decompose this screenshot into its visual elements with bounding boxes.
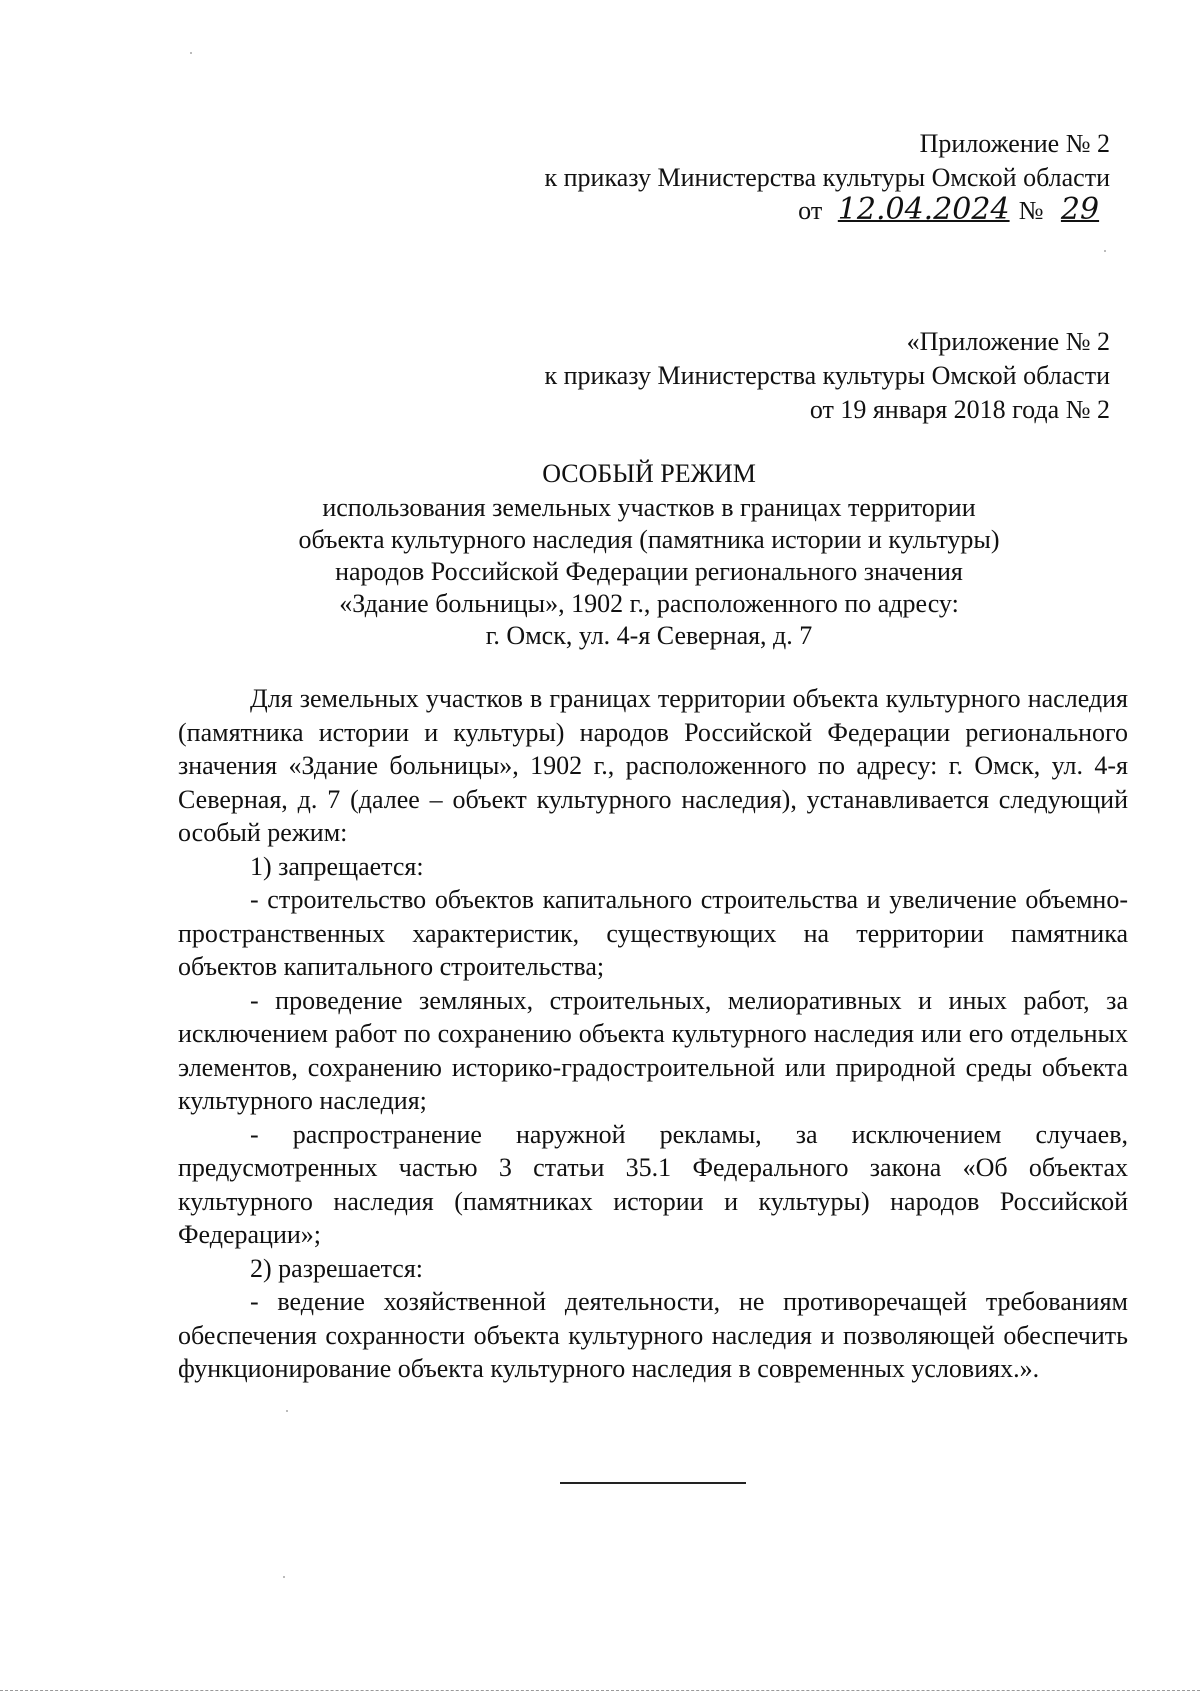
scan-speck xyxy=(1104,250,1106,252)
scan-edge-line xyxy=(0,1690,1200,1691)
title-line: народов Российской Федерации регионального значения xyxy=(335,557,963,586)
intro-paragraph: Для земельных участков в границах территории объекта культурного наследия (памятника истории и культуры) народов Российской Федерации регионального значения «Здание больницы», 1902 г., расположенного по адресу: г. Омск, ул. 4-я Северная, д. 7 (далее – объект культурного наследия), устанавливается следующий особый режим: xyxy=(178,684,1128,847)
item-1-c: - распространение наружной рекламы, за исключением случаев, предусмотренных частью 3 статьи 35.1 Федерального закона «Об объектах культурного наследия (памятниках истории и культуры) народов Российской Федерации»; xyxy=(178,1119,1128,1249)
handwritten-date: 12.04.2024 xyxy=(837,192,1010,227)
separator-line xyxy=(560,1482,746,1484)
item-1-b: - проведение земляных, строительных, мелиоративных и иных работ, за исключением работ по сохранению объекта культурного наследия или его отдельных элементов, сохранению историко-градостроительной или природной среды объекта культурного наследия; xyxy=(178,985,1128,1115)
appendix-title: Приложение № 2 xyxy=(919,129,1110,158)
appendix-date-line xyxy=(798,194,1110,227)
scan-speck xyxy=(286,1410,288,1412)
handwritten-number: 29 xyxy=(1060,192,1100,227)
date-prefix: от xyxy=(798,196,823,225)
appendix-order-ref: к приказу Министерства культуры Омской области xyxy=(544,163,1110,192)
document-body xyxy=(178,682,1128,1386)
title-line: г. Омск, ул. 4-я Северная, д. 7 xyxy=(485,621,813,650)
item-2-a: - ведение хозяйственной деятельности, не противоречащей требованиям обеспечения сохранности объекта культурного наследия и позволяющей обеспечить функционирование объекта культурного наследия в современных условиях.». xyxy=(178,1287,1128,1383)
quoted-order-ref: к приказу Министерства культуры Омской области xyxy=(544,361,1110,390)
scan-speck xyxy=(283,1576,285,1578)
title-line: «Здание больницы», 1902 г., расположенного по адресу: xyxy=(339,589,959,618)
quoted-appendix-title: «Приложение № 2 xyxy=(906,327,1110,356)
title-line: объекта культурного наследия (памятника истории и культуры) xyxy=(298,525,1000,554)
item-1-label: 1) запрещается: xyxy=(250,851,424,881)
document-heading: ОСОБЫЙ РЕЖИМ xyxy=(542,459,756,488)
number-sign: № xyxy=(1018,196,1044,225)
quoted-order-date: от 19 января 2018 года № 2 xyxy=(809,395,1110,424)
scan-speck xyxy=(190,52,192,54)
item-2-label: 2) разрешается: xyxy=(250,1253,424,1283)
item-1-a: - строительство объектов капитального строительства и увеличение объемно-пространственных характеристик, существующих на территории памятника объектов капитального строительства; xyxy=(178,885,1128,981)
title-line: использования земельных участков в границах территории xyxy=(322,493,976,522)
